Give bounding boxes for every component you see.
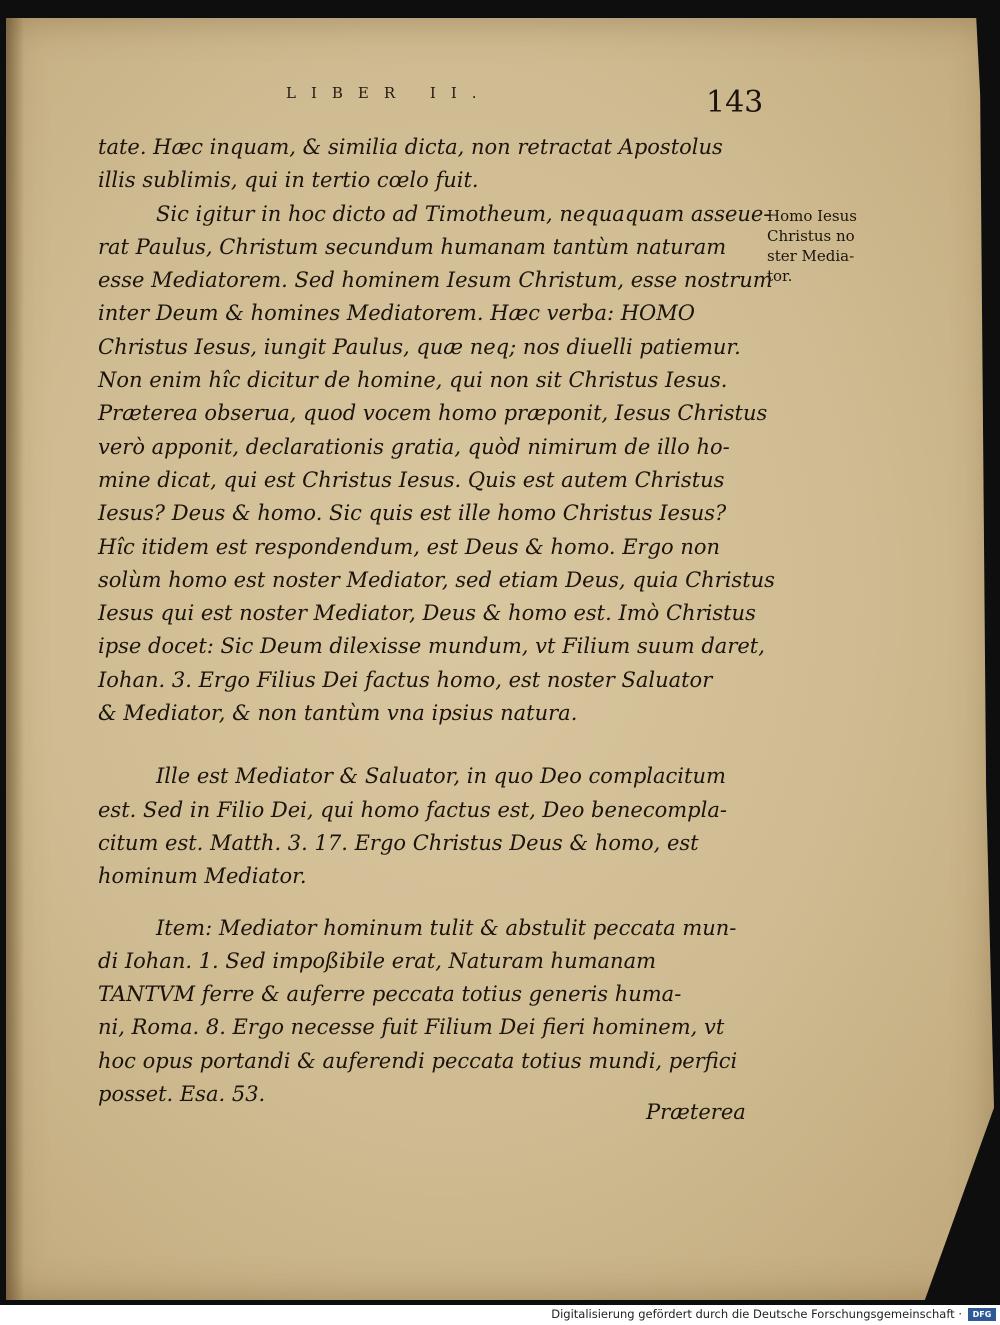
margin-note-line: tor. [767,267,793,285]
main-text [98,131,775,1111]
text-line: Sic igitur in hoc dicto ad Timotheum, nequaquam asseue- [156,201,771,226]
margin-note-line: ster Media- [767,247,855,265]
text-line: solùm homo est noster Mediator, sed etiam Deus, quia Christus [98,567,775,592]
text-line: Iesus qui est noster Mediator, Deus & homo est. Imò Christus [98,601,756,626]
text-line: & Mediator, & non tantùm vna ipsius natura. [98,701,578,726]
text-line: verò apponit, declarationis gratia, quòd nimirum de illo ho- [98,434,730,459]
text-line: Præterea obserua, quod vocem homo præponit, Iesus Christus [98,401,768,426]
text-line: posset. Esa. 53. [98,1082,266,1107]
paragraph-gap [98,894,760,912]
text-line: Non enim hîc dicitur de homine, qui non sit Christus Iesus. [98,368,728,393]
text-line: ni, Roma. 8. Ergo necesse fuit Filium Dei fieri hominem, vt [98,1015,725,1040]
paragraph-gap [98,730,760,760]
margin-note [767,206,857,286]
dfg-logo-icon: DFG [968,1308,996,1321]
text-line: mine dicat, qui est Christus Iesus. Quis est autem Christus [98,467,725,492]
text-line: illis sublimis, qui in tertio cœlo fuit. [98,168,479,193]
margin-note-line: Christus no [767,227,855,245]
catchword: Præterea [646,1100,746,1124]
footer-bar [0,1305,1000,1325]
text-line: ipse docet: Sic Deum dilexisse mundum, vt Filium suum daret, [98,634,765,659]
margin-note-line: Homo Iesus [767,207,857,225]
text-line: Item: Mediator hominum tulit & abstulit peccata mun- [156,915,737,940]
text-line: est. Sed in Filio Dei, qui homo factus est, Deo benecompla- [98,797,727,822]
text-line: Iesus? Deus & homo. Sic quis est ille homo Christus Iesus? [98,501,727,526]
page-number: 143 [706,85,764,120]
text-line: TANTVM ferre & auferre peccata totius generis huma- [98,982,682,1007]
text-line: hominum Mediator. [98,864,307,889]
text-line: rat Paulus, Christum secundum humanam tantùm naturam [98,234,727,259]
text-line: inter Deum & homines Mediatorem. Hæc verba: HOMO [98,301,695,326]
text-line: hoc opus portandi & auferendi peccata totius mundi, perfici [98,1048,738,1073]
text-line: di Iohan. 1. Sed impoßibile erat, Naturam humanam [98,948,656,973]
text-line: Hîc itidem est respondendum, est Deus & homo. Ergo non [98,534,721,559]
running-head: LIBER II. [286,84,492,102]
text-line: Christus Iesus, iungit Paulus, quæ neq; nos diuelli patiemur. [98,334,741,359]
text-line: esse Mediatorem. Sed hominem Iesum Christum, esse nostrum [98,268,773,293]
text-line: tate. Hæc inquam, & similia dicta, non retractat Apostolus [98,135,723,159]
text-line: Iohan. 3. Ergo Filius Dei factus homo, est noster Saluator [98,667,713,692]
funding-attribution: Digitalisierung gefördert durch die Deutsche Forschungsgemeinschaft · [551,1307,962,1321]
text-line: citum est. Matth. 3. 17. Ergo Christus Deus & homo, est [98,830,699,855]
text-line: Ille est Mediator & Saluator, in quo Deo complacitum [156,764,726,789]
